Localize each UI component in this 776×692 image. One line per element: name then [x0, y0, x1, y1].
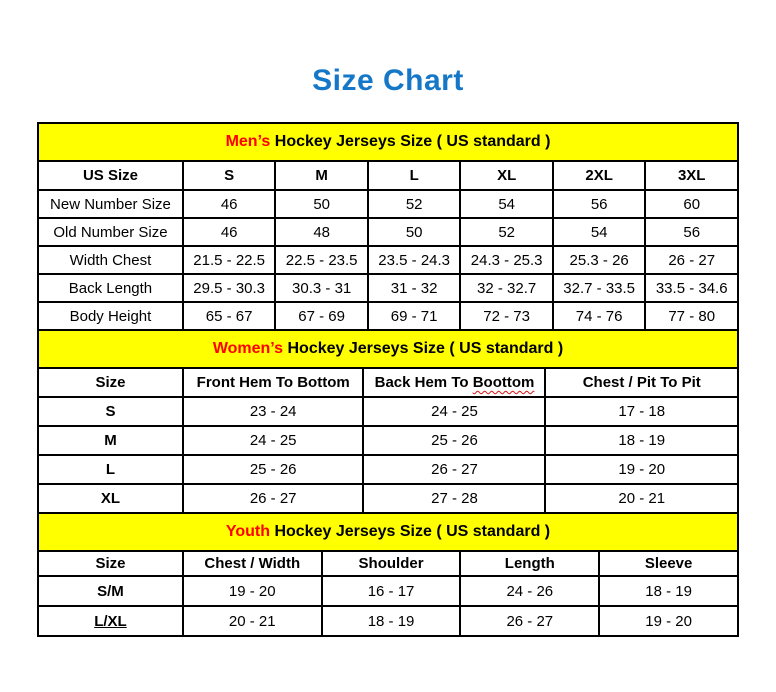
size-value: 18 - 19: [599, 576, 738, 606]
womens-col-header-1: Front Hem To Bottom: [183, 368, 364, 397]
size-value: 26 - 27: [460, 606, 599, 636]
youth-col-header-0: Size: [38, 551, 183, 576]
womens-col-header-3: Chest / Pit To Pit: [545, 368, 738, 397]
youth-section-banner: [38, 513, 738, 551]
youth-col-header-1: Chest / Width: [183, 551, 322, 576]
size-value: 31 - 32: [368, 274, 461, 302]
mens-banner-text: Hockey Jerseys Size ( US standard ): [270, 133, 551, 150]
size-value: 18 - 19: [545, 426, 738, 455]
mens-col-header-0: US Size: [38, 161, 183, 190]
mens-col-header-4: XL: [460, 161, 553, 190]
size-value: 52: [460, 218, 553, 246]
size-value: 23 - 24: [183, 397, 364, 426]
mens-section-banner: [38, 123, 738, 161]
header-text: Back Hem To: [374, 374, 473, 391]
size-value: 25.3 - 26: [553, 246, 646, 274]
womens-row-m: [38, 426, 738, 455]
size-value: 26 - 27: [645, 246, 738, 274]
row-label: Back Length: [38, 274, 183, 302]
mens-col-header-5: 2XL: [553, 161, 646, 190]
size-value: 32 - 32.7: [460, 274, 553, 302]
size-value: 19 - 20: [545, 455, 738, 484]
mens-col-header-3: L: [368, 161, 461, 190]
row-label: New Number Size: [38, 190, 183, 218]
womens-row-xl: [38, 484, 738, 513]
womens-header-row: [38, 368, 738, 397]
mens-header-row: [38, 161, 738, 190]
womens-size-table: [37, 329, 739, 514]
womens-row-l: [38, 455, 738, 484]
womens-banner-text: Hockey Jerseys Size ( US standard ): [283, 340, 564, 357]
size-value: 30.3 - 31: [275, 274, 368, 302]
mens-col-header-1: S: [183, 161, 276, 190]
mens-row-width-chest: [38, 246, 738, 274]
row-label: S: [38, 397, 183, 426]
youth-row-s-m: [38, 576, 738, 606]
size-value: 24 - 25: [183, 426, 364, 455]
size-tables: [37, 122, 739, 637]
size-value: 25 - 26: [363, 426, 545, 455]
page-title: Size Chart: [312, 64, 464, 97]
misspelled-word: Boottom: [472, 374, 535, 391]
size-value: 74 - 76: [553, 302, 646, 330]
size-value: 17 - 18: [545, 397, 738, 426]
size-value: 60: [645, 190, 738, 218]
womens-col-header-0: Size: [38, 368, 183, 397]
size-value: 23.5 - 24.3: [368, 246, 461, 274]
row-label: L/XL: [38, 606, 183, 636]
size-value: 65 - 67: [183, 302, 276, 330]
size-value: 22.5 - 23.5: [275, 246, 368, 274]
size-value: 24 - 25: [363, 397, 545, 426]
size-value: 18 - 19: [322, 606, 461, 636]
mens-row-old-number-size: [38, 218, 738, 246]
size-value: 25 - 26: [183, 455, 364, 484]
youth-col-header-3: Length: [460, 551, 599, 576]
size-value: 50: [368, 218, 461, 246]
mens-row-new-number-size: [38, 190, 738, 218]
mens-row-back-length: [38, 274, 738, 302]
youth-banner-highlight: Youth: [225, 523, 270, 540]
size-value: 69 - 71: [368, 302, 461, 330]
womens-row-s: [38, 397, 738, 426]
row-label: M: [38, 426, 183, 455]
size-value: 33.5 - 34.6: [645, 274, 738, 302]
size-value: 26 - 27: [183, 484, 364, 513]
size-value: 19 - 20: [183, 576, 322, 606]
youth-banner-text: Hockey Jerseys Size ( US standard ): [270, 523, 551, 540]
size-value: 52: [368, 190, 461, 218]
row-label: XL: [38, 484, 183, 513]
size-value: 24 - 26: [460, 576, 599, 606]
size-value: 29.5 - 30.3: [183, 274, 276, 302]
row-label: S/M: [38, 576, 183, 606]
youth-size-table: [37, 512, 739, 637]
size-value: 46: [183, 218, 276, 246]
size-value: 16 - 17: [322, 576, 461, 606]
size-value: 27 - 28: [363, 484, 545, 513]
mens-size-table: [37, 122, 739, 331]
size-value: 67 - 69: [275, 302, 368, 330]
size-value: 26 - 27: [363, 455, 545, 484]
youth-col-header-4: Sleeve: [599, 551, 738, 576]
womens-section-banner: [38, 330, 738, 368]
size-value: 24.3 - 25.3: [460, 246, 553, 274]
size-value: 56: [645, 218, 738, 246]
mens-col-header-6: 3XL: [645, 161, 738, 190]
size-value: 50: [275, 190, 368, 218]
size-value: 48: [275, 218, 368, 246]
row-label: Body Height: [38, 302, 183, 330]
size-value: 19 - 20: [599, 606, 738, 636]
size-value: 54: [553, 218, 646, 246]
youth-col-header-2: Shoulder: [322, 551, 461, 576]
mens-row-body-height: [38, 302, 738, 330]
size-value: 21.5 - 22.5: [183, 246, 276, 274]
mens-col-header-2: M: [275, 161, 368, 190]
size-value: 46: [183, 190, 276, 218]
size-value: 20 - 21: [545, 484, 738, 513]
size-value: 32.7 - 33.5: [553, 274, 646, 302]
row-label: Width Chest: [38, 246, 183, 274]
size-value: 54: [460, 190, 553, 218]
womens-banner-highlight: Women’s: [212, 340, 284, 357]
row-label: Old Number Size: [38, 218, 183, 246]
size-value: 77 - 80: [645, 302, 738, 330]
row-label: L: [38, 455, 183, 484]
size-value: 56: [553, 190, 646, 218]
size-value: 72 - 73: [460, 302, 553, 330]
womens-col-header-2: [363, 368, 545, 397]
youth-header-row: [38, 551, 738, 576]
size-value: 20 - 21: [183, 606, 322, 636]
youth-row-l-xl: [38, 606, 738, 636]
mens-banner-highlight: Men’s: [225, 133, 271, 150]
